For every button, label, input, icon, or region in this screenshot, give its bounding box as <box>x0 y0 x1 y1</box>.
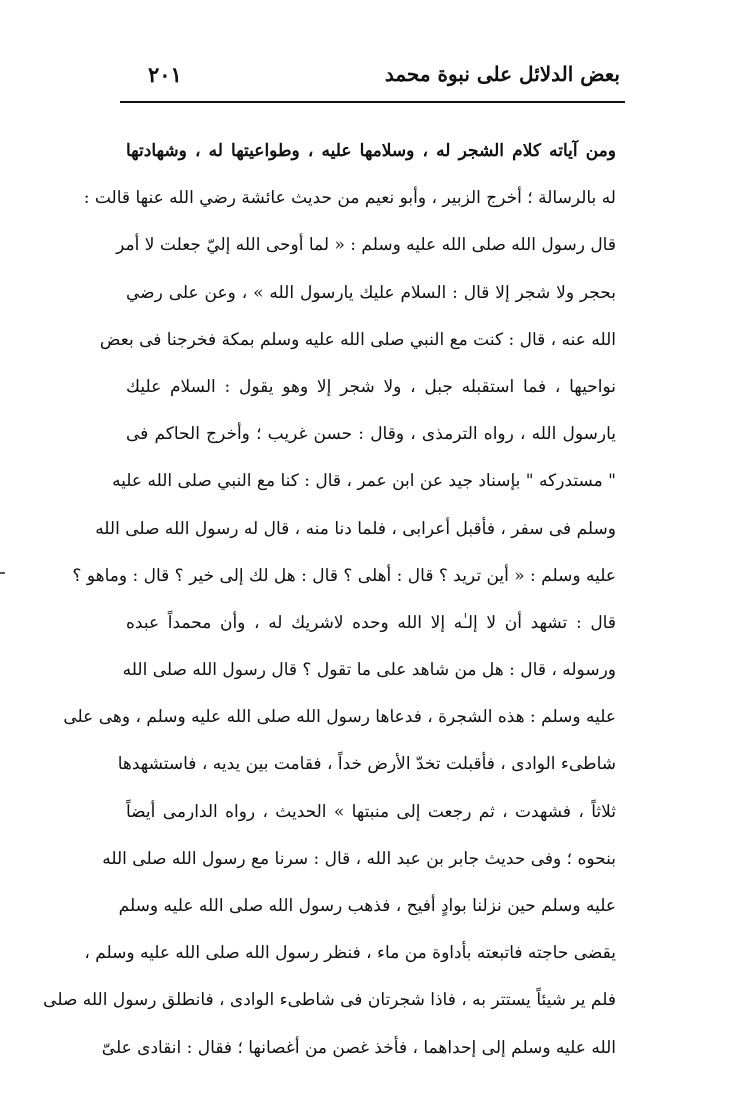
text-line: بحجر ولا شجر إلا قال : السلام عليك يارسول الله » ، وعن على رضي <box>126 282 616 303</box>
text-line: له بالرسالة ؛ أخرج الزبير ، وأبو نعيم من حديث عائشة رضي الله عنها قالت : <box>83 188 616 209</box>
text-line: يارسول الله ، رواه الترمذى ، وقال : حسن غريب ؛ وأخرج الحاكم فى <box>126 424 616 445</box>
text-line: فلم ير شيئاً يستتر به ، فاذا شجرتان فى شاطىء الوادى ، فانطلق رسول الله صلى <box>43 990 616 1011</box>
margin-mark <box>0 572 5 574</box>
text-line: الله عنه ، قال : كنت مع النبي صلى الله عليه وسلم بمكة فخرجنا فى بعض <box>99 329 616 350</box>
text-line: نواحيها ، فما استقبله جبل ، ولا شجر إلا وهو يقول : السلام عليك <box>126 376 616 397</box>
text-line: يقضى حاجته فاتبعته بأداوة من ماء ، فنظر رسول الله صلى الله عليه وسلم ، <box>84 943 616 964</box>
text-line: عليه وسلم حين نزلنا بوادٍ أفيح ، فذهب رسول الله صلى الله عليه وسلم <box>118 896 616 916</box>
text-line: شاطىء الوادى ، فأقبلت تخدّ الأرض خداً ، فقامت بين يديه ، فاستشهدها <box>117 754 616 775</box>
text-line: " مستدركه " بإسناد جيد عن ابن عمر ، قال : كنا مع النبي صلى الله عليه <box>112 471 616 492</box>
header-rule <box>120 101 625 103</box>
text-line: بنحوه ؛ وفى حديث جابر بن عبد الله ، قال : سرنا مع رسول الله صلى الله <box>102 848 616 869</box>
text-line: قال : تشهد أن لا إلـٰه إلا الله وحده لاشريك له ، وأن محمداً عبده <box>126 612 616 633</box>
text-line: ورسوله ، قال : هل من شاهد على ما تقول ؟ قال رسول الله صلى الله <box>122 660 616 681</box>
text-line: عليه وسلم : « أين تريد ؟ قال : أهلى ؟ قال : هل لك إلى خير ؟ قال : وماهو ؟ <box>72 565 616 586</box>
text-line: عليه وسلم : هذه الشجرة ، فدعاها رسول الله صلى الله عليه وسلم ، وهى على <box>63 707 616 728</box>
text-line: قال رسول الله صلى الله عليه وسلم : « لما أوحى الله إليّ جعلت لا أمر <box>116 235 616 256</box>
page-number: ٢٠١ <box>148 62 182 87</box>
body-text <box>43 128 616 1072</box>
page-header <box>120 60 625 100</box>
text-line: وسلم فى سفر ، فأقبل أعرابى ، فلما دنا منه ، قال له رسول الله صلى الله <box>95 518 616 539</box>
text-line: الله عليه وسلم إلى إحداهما ، فأخذ غصن من أغصانها ؛ فقال : انقادى علىّ <box>101 1037 616 1058</box>
running-title: بعض الدلائل على نبوة محمد <box>384 62 620 86</box>
text-line: ثلاثاً ، فشهدت ، ثم رجعت إلى منبتها » الحديث ، رواه الدارمى أيضاً <box>126 801 616 822</box>
text-line: ومن آياته كلام الشجر له ، وسلامها عليه ، وطواعيتها له ، وشهادتها <box>126 141 616 161</box>
